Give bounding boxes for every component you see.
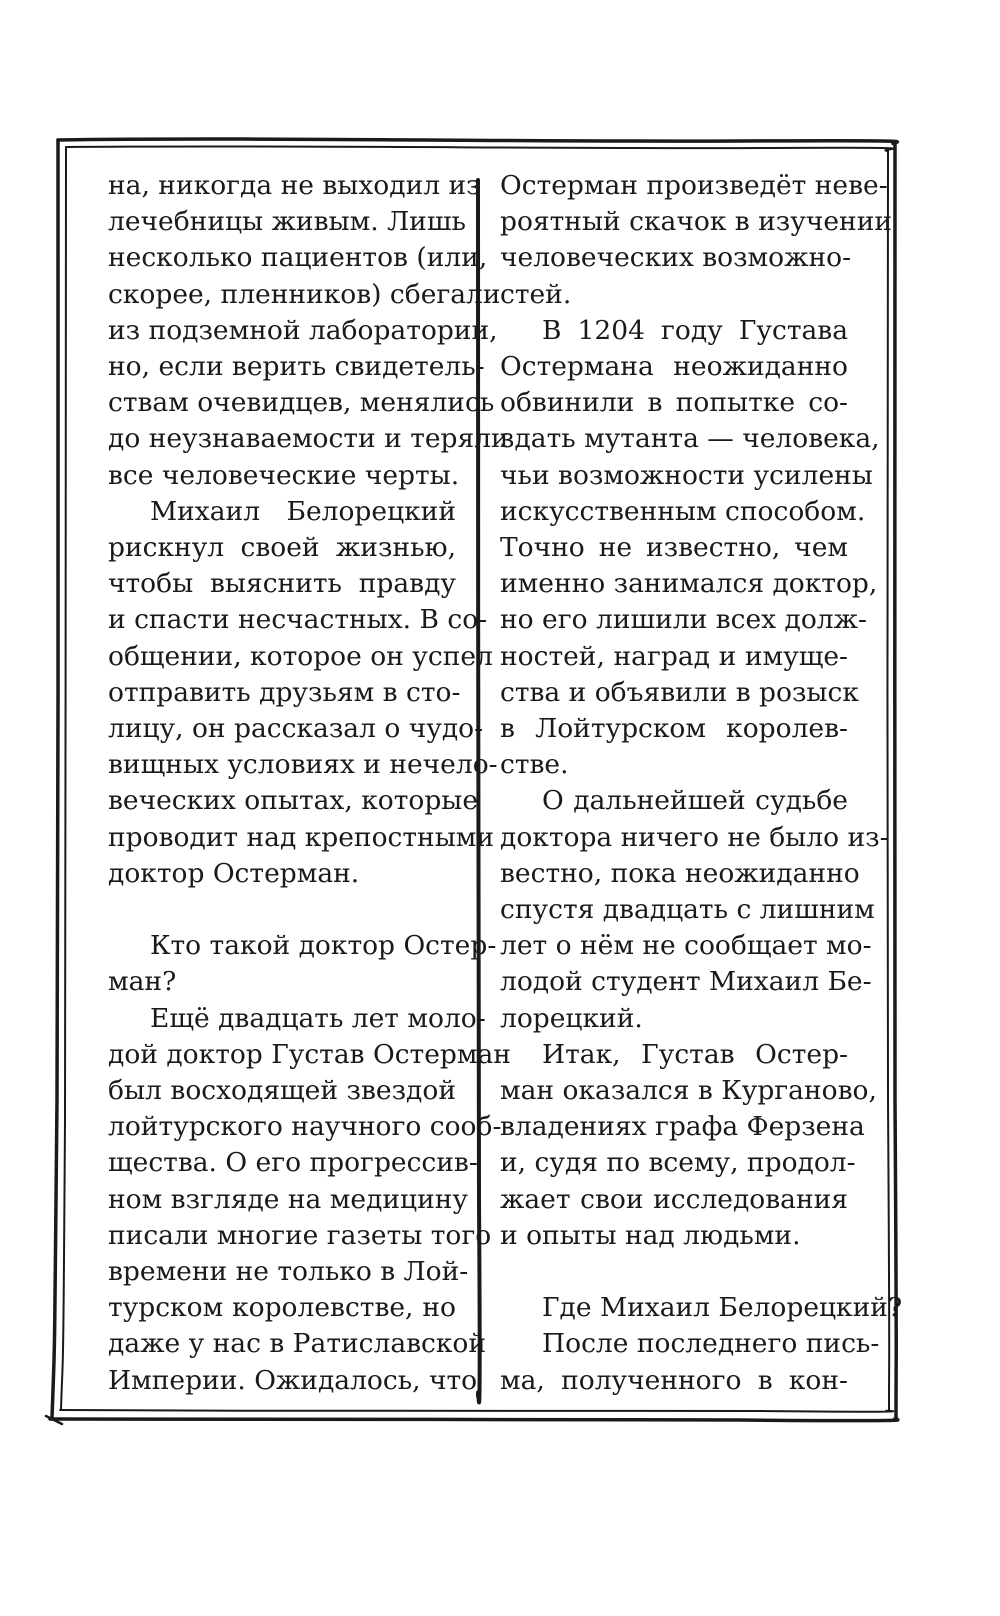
text-line: После последнего пись-	[542, 1328, 880, 1360]
left-paragraph-3	[108, 1001, 511, 1399]
text-line: О дальнейшей судьбе	[542, 785, 848, 817]
section-gap	[500, 1254, 848, 1290]
text-line: и опыты над людьми.	[500, 1219, 801, 1251]
text-line: доктор Остерман.	[108, 857, 360, 889]
left-paragraph-1	[108, 168, 509, 494]
frame-right-edge-inner	[887, 151, 889, 1411]
text-line: времени не только в Лой-	[108, 1256, 469, 1288]
text-line: доктора ничего не было из-	[500, 821, 889, 853]
text-line: Итак, Густав Остер-	[542, 1038, 848, 1070]
section-gap	[108, 892, 456, 928]
text-line: скорее, пленников) сбегали	[108, 278, 501, 310]
text-line: ностей, наград и имуще-	[500, 640, 848, 672]
text-line: из подземной лаборатории,	[108, 314, 498, 346]
text-line: именно занимался доктор,	[500, 568, 878, 600]
right-paragraph-4	[500, 1037, 877, 1254]
text-line: владениях графа Ферзена	[500, 1111, 865, 1143]
text-line: лорецкий.	[500, 1002, 643, 1034]
text-line: жает свои исследования	[500, 1183, 848, 1215]
text-line: дой доктор Густав Остерман	[108, 1038, 511, 1070]
frame-right-edge	[894, 144, 896, 1419]
right-paragraph-1	[500, 168, 893, 313]
text-line: в Лойтурском королев-	[500, 713, 848, 745]
text-line: проводит над крепостными	[108, 821, 495, 853]
text-line: стей.	[500, 278, 572, 310]
text-line: и, судя по всему, продол-	[500, 1147, 856, 1179]
text-line: стве.	[500, 749, 569, 781]
text-line: человеческих возможно-	[500, 242, 852, 274]
text-line: В 1204 году Густава	[542, 314, 848, 346]
left-paragraph-2	[108, 494, 498, 892]
text-line: все человеческие черты.	[108, 459, 460, 491]
text-line: Михаил Белорецкий	[150, 495, 456, 527]
text-line: до неузнаваемости и теряли	[108, 423, 509, 455]
text-line: был восходящей звездой	[108, 1075, 456, 1107]
right-paragraph-5	[500, 1326, 880, 1398]
text-line: рискнул своей жизнью,	[108, 532, 456, 564]
text-line: Точно не известно, чем	[500, 532, 848, 564]
text-line: лечебницы живым. Лишь	[108, 206, 466, 238]
text-line: Остерман произведёт неве-	[500, 170, 888, 201]
text-line: веческих опытах, которые	[108, 785, 479, 817]
text-line: но, если верить свидетель-	[108, 351, 485, 383]
text-line: вестно, пока неожиданно	[500, 857, 860, 889]
left-column	[108, 168, 511, 1399]
text-line: Остермана неожиданно	[500, 351, 848, 383]
text-line: ма, полученного в кон-	[500, 1364, 848, 1396]
right-column	[500, 168, 903, 1399]
text-line: отправить друзьям в сто-	[108, 676, 461, 708]
text-line: общении, которое он успел	[108, 640, 493, 672]
text-line: чьи возможности усилены	[500, 459, 873, 491]
text-line: роятный скачок в изучении	[500, 206, 893, 238]
text-line: турском королевстве, но	[108, 1292, 456, 1324]
text-line: лицу, он рассказал о чудо-	[108, 713, 484, 745]
text-line: щества. О его прогрессив-	[108, 1147, 478, 1179]
text-line: и спасти несчастных. В со-	[108, 604, 488, 636]
text-line: Империи. Ожидалось, что	[108, 1364, 478, 1396]
text-line: несколько пациентов (или,	[108, 242, 488, 274]
frame-top-edge	[58, 139, 897, 144]
text-line: Ещё двадцать лет моло-	[150, 1002, 486, 1034]
frame-bottom-edge-inner	[60, 1410, 893, 1412]
right-paragraph-2	[500, 313, 880, 784]
frame-bottom-edge	[50, 1419, 898, 1421]
text-line: обвинили в попытке со-	[500, 387, 848, 419]
section-heading-where-is-beloretsky	[500, 1290, 903, 1326]
text-line: лет о нём не сообщает мо-	[500, 930, 872, 962]
text-line: ман оказался в Курганово,	[500, 1075, 877, 1107]
text-line: ном взгляде на медицину	[108, 1183, 469, 1215]
heading-line: Где Михаил Белорецкий?	[542, 1292, 903, 1324]
text-line: но его лишили всех долж-	[500, 604, 867, 636]
frame-top-edge-inner	[66, 146, 893, 151]
frame-left-edge	[52, 140, 58, 1418]
text-line: лойтурского научного сооб-	[108, 1111, 502, 1143]
text-line: ства и объявили в розыск	[500, 676, 859, 708]
text-line: писали многие газеты того	[108, 1219, 492, 1251]
text-line: чтобы выяснить правду	[108, 568, 456, 600]
frame-left-edge-inner	[61, 147, 66, 1410]
text-line: вищных условиях и нечело-	[108, 749, 498, 781]
text-line: здать мутанта — человека,	[500, 423, 880, 455]
heading-line: ман?	[108, 966, 177, 998]
text-line: лодой студент Михаил Бе-	[500, 966, 872, 998]
right-paragraph-3	[500, 783, 889, 1036]
text-line: спустя двадцать с лишним	[500, 894, 875, 926]
text-line: искусственным способом.	[500, 495, 866, 527]
text-line: даже у нас в Ратиславской	[108, 1328, 487, 1360]
section-heading-who-is-osterman	[108, 928, 497, 1000]
heading-line: Кто такой доктор Остер-	[150, 930, 497, 962]
text-line: ствам очевидцев, менялись	[108, 387, 495, 419]
text-line: на, никогда не выходил из	[108, 170, 481, 201]
